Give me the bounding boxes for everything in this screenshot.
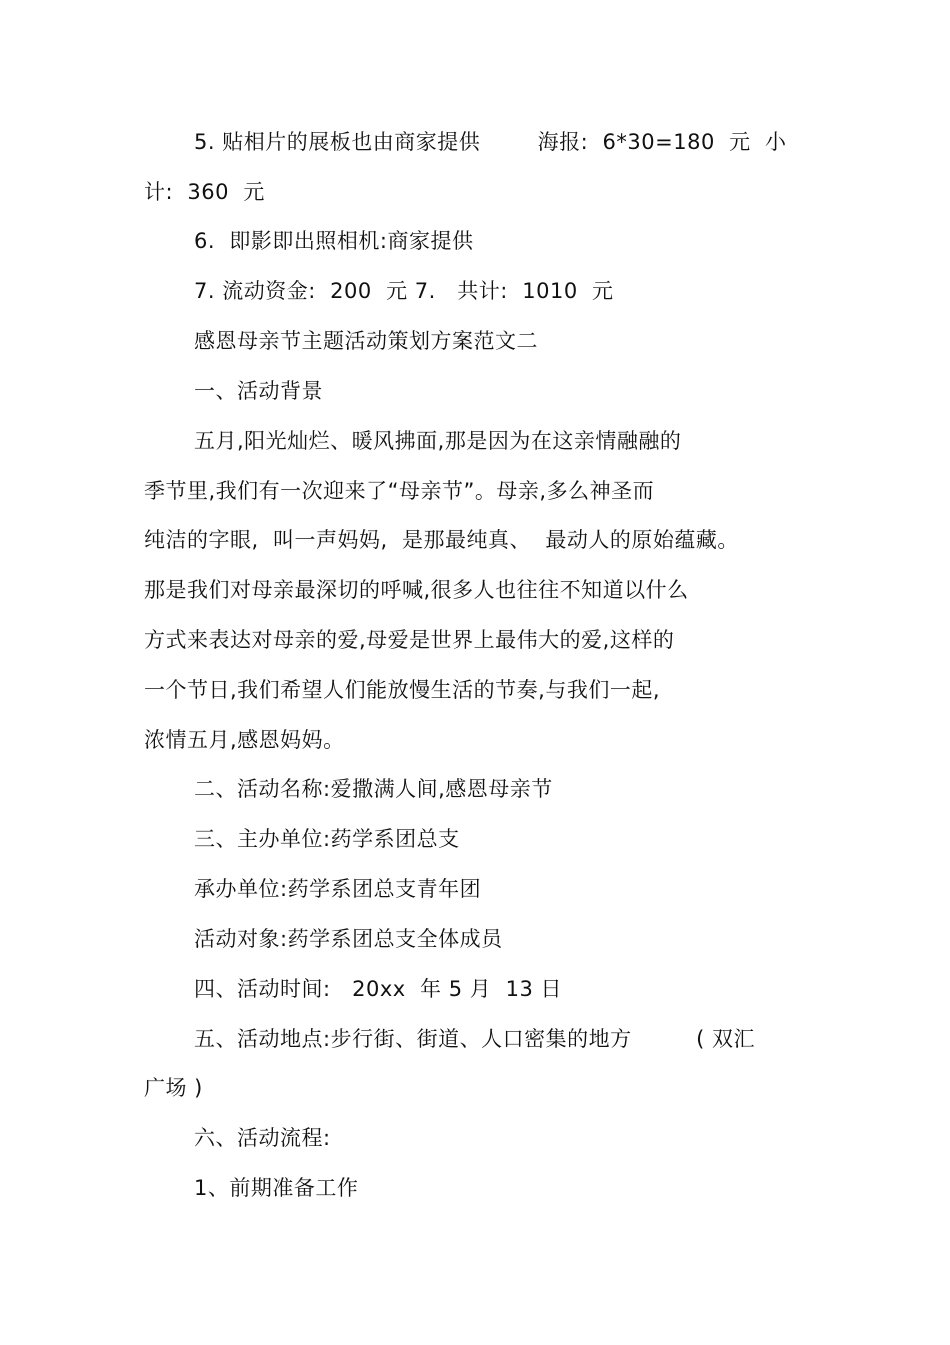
paragraph-line-7: 浓情五月,感恩妈妈。 xyxy=(144,728,345,752)
paragraph-line-1: 五月,阳光灿烂、暖风拂面,那是因为在这亲情融融的 xyxy=(194,429,682,453)
paragraph-line-4: 那是我们对母亲最深切的呼喊,很多人也往往不知道以什么 xyxy=(144,578,689,602)
text-line-activity-name: 二、活动名称:爱撒满人间,感恩母亲节 xyxy=(194,777,553,801)
heading-background: 一、活动背景 xyxy=(194,379,323,403)
text-line-participants: 活动对象:药学系团总支全体成员 xyxy=(194,927,503,951)
text-line-co-organizer: 承办单位:药学系团总支青年团 xyxy=(194,877,482,901)
text-line-subtotal: 计: 360 元 xyxy=(144,180,265,204)
text-line-budget-item-6: 6. 即影即出照相机:商家提供 xyxy=(194,229,474,253)
text-line-organizer: 三、主办单位:药学系团总支 xyxy=(194,827,460,851)
text-line-activity-location: 五、活动地点:步行街、街道、人口密集的地方 ( 双汇 xyxy=(194,1027,756,1051)
text-line-budget-item-7: 7. 流动资金: 200 元 7. 共计: 1010 元 xyxy=(194,279,614,303)
text-line-budget-item-5: 5. 贴相片的展板也由商家提供 海报: 6*30=180 元 小 xyxy=(194,130,787,154)
text-line-location-cont: 广场 ) xyxy=(144,1076,203,1100)
text-line-activity-time: 四、活动时间: 20xx 年 5 月 13 日 xyxy=(194,977,562,1001)
text-line-preparation: 1、前期准备工作 xyxy=(194,1176,359,1200)
paragraph-line-3: 纯洁的字眼, 叫一声妈妈, 是那最纯真、 最动人的原始蕴藏。 xyxy=(144,528,739,552)
text-line-activity-process: 六、活动流程: xyxy=(194,1126,331,1150)
paragraph-line-2: 季节里,我们有一次迎来了“母亲节”。母亲,多么神圣而 xyxy=(144,479,655,503)
paragraph-line-6: 一个节日,我们希望人们能放慢生活的节奏,与我们一起, xyxy=(144,678,661,702)
section-title: 感恩母亲节主题活动策划方案范文二 xyxy=(194,329,538,353)
paragraph-line-5: 方式来表达对母亲的爱,母爱是世界上最伟大的爱,这样的 xyxy=(144,628,675,652)
